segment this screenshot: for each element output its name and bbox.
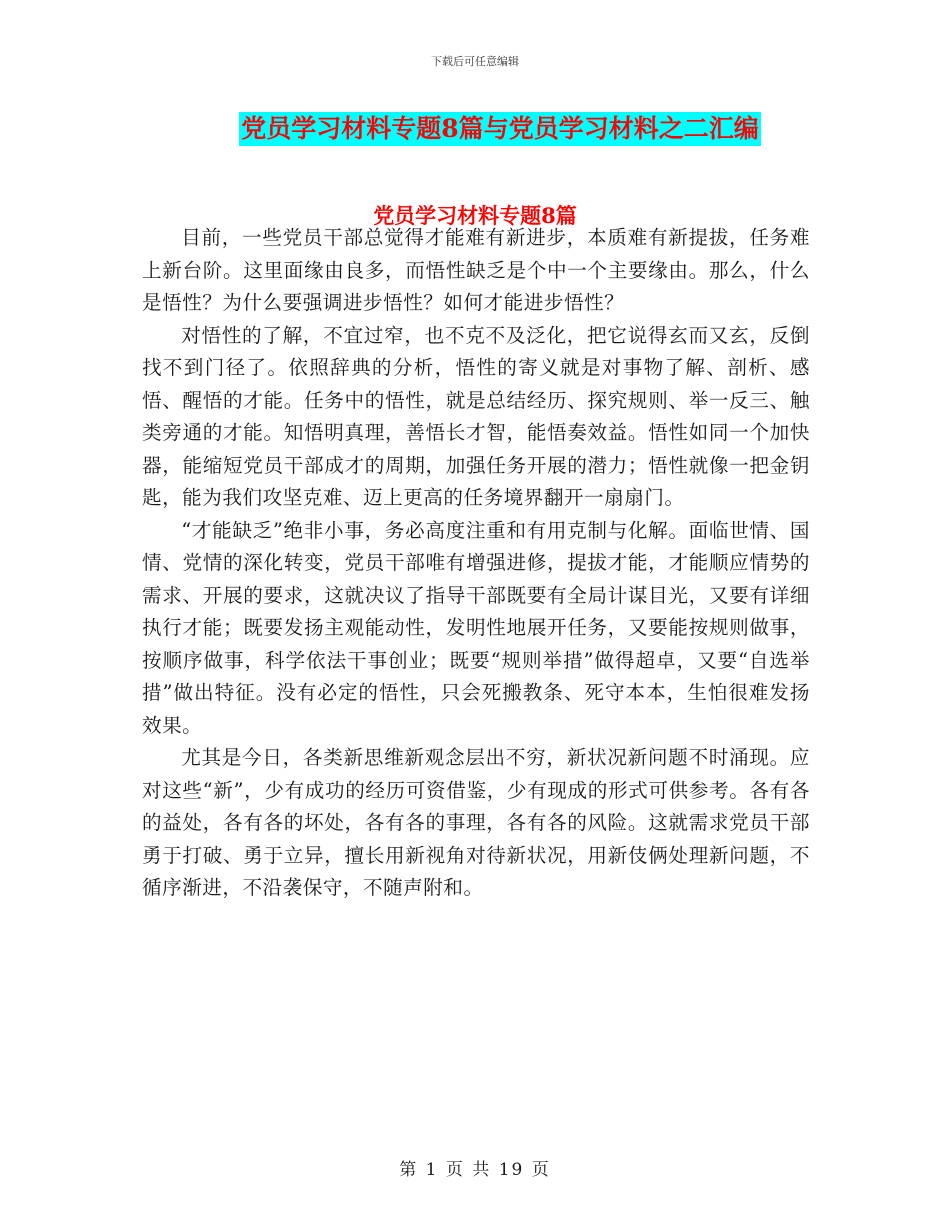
paragraph: “才能缺乏”绝非小事，务必高度注重和有用克制与化解。面临世情、国情、党情的深化转变，党员干部唯有增强进修，提拔才能，才能顺应情势的需求、开展的要求，这就决议了指导干部既要有全局计谋目光，又要有详细执行才能；既要发扬主观能动性，发明性地展开任务，又要能按规则做事，按顺序做事，科学依法干事创业；既要“规则举措”做得超卓，又要“自选举措”做出特征。没有必定的悟性，只会死搬教条、死守本本，生怕很难发扬效果。 — [142, 518, 810, 737]
page-footer: 第 1 页 共 19 页 — [399, 1160, 551, 1180]
document-title-container — [0, 112, 950, 146]
document-title: 党员学习材料专题8篇与党员学习材料之二汇编 — [239, 112, 760, 146]
header-note: 下载后可任意编辑 — [431, 55, 519, 68]
paragraph: 对悟性的了解，不宜过窄，也不克不及泛化，把它说得玄而又玄，反倒找不到门径了。依照辞典的分析，悟性的寄义就是对事物了解、剖析、感悟、醒悟的才能。任务中的悟性，就是总结经历、探究规则、举一反三、触类旁通的才能。知悟明真理，善悟长才智，能悟奏效益。悟性如同一个加快器，能缩短党员干部成才的周期，加强任务开展的潜力；悟性就像一把金钥匙，能为我们攻坚克难、迈上更高的任务境界翻开一扇扇门。 — [142, 323, 810, 509]
section-title: 党员学习材料专题8篇 — [373, 203, 577, 228]
paragraph: 尤其是今日，各类新思维新观念层出不穷，新状况新问题不时涌现。应对这些“新”，少有成功的经历可资借鉴，少有现成的形式可供参考。各有各的益处，各有各的坏处，各有各的事理，各有各的风险。这就需求党员干部勇于打破、勇于立异，擅长用新视角对待新状况，用新伎俩处理新问题，不循序渐进，不沿袭保守，不随声附和。 — [142, 746, 810, 899]
paragraph: 目前，一些党员干部总觉得才能难有新进步，本质难有新提拔，任务难上新台阶。这里面缘由良多，而悟性缺乏是个中一个主要缘由。那么，什么是悟性？为什么要强调进步悟性？如何才能进步悟性？ — [142, 226, 810, 314]
body-text — [142, 222, 810, 905]
